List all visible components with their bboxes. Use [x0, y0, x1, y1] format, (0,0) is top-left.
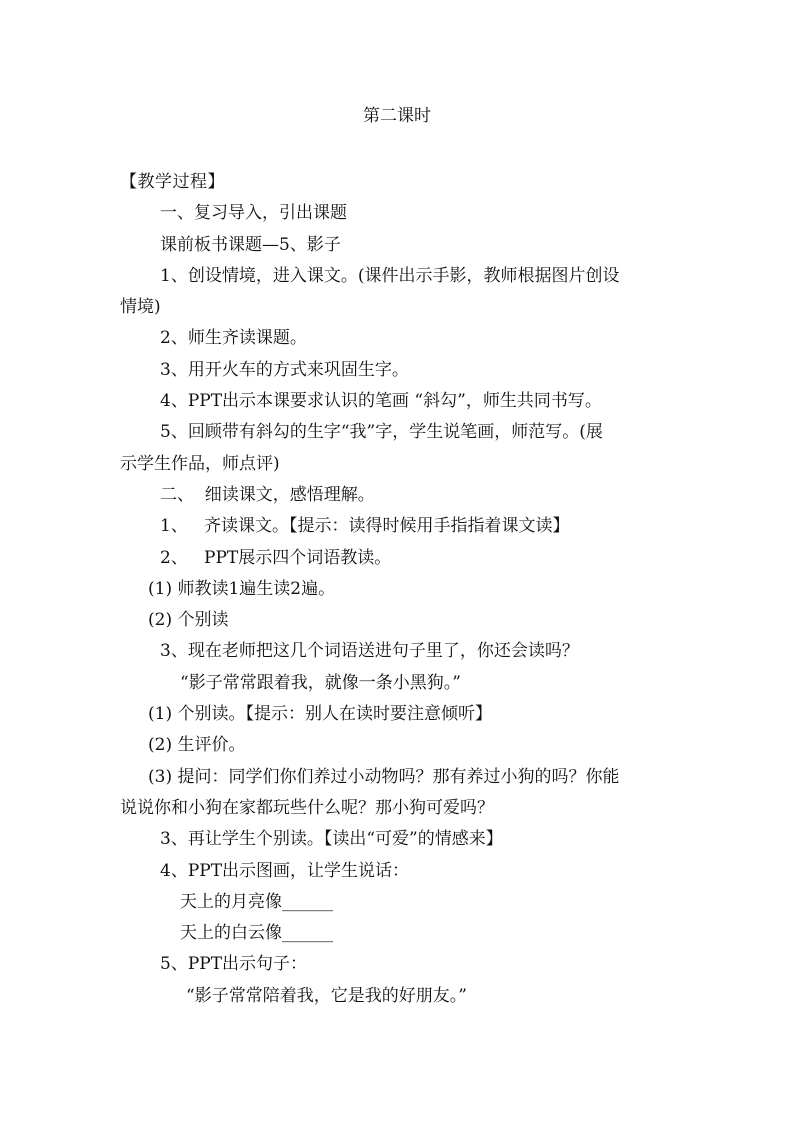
paragraph-line: 3、再让学生个别读。【读出“可爱”的情感来】 — [160, 829, 503, 850]
paragraph-line: 2、师生齐读课题。 — [160, 328, 307, 349]
quote-line: “影子常常陪着我，它是我的好朋友。” — [186, 985, 467, 1006]
paragraph-line: 2、 PPT展示四个词语教读。 — [160, 547, 392, 568]
paragraph-line: 1、创设情境，进入课文。(课件出示手影，教师根据图片创设 — [160, 265, 620, 286]
paragraph-line: 4、PPT出示图画，让学生说话： — [160, 860, 410, 881]
paragraph-line: 5、回顾带有斜勾的生字“我”字，学生说笔画，师范写。(展 — [160, 422, 603, 443]
paragraph-line: 3、现在老师把这几个词语送进句子里了，你还会读吗？ — [160, 641, 579, 662]
paragraph-line: (2) 生评价。 — [148, 735, 246, 756]
paragraph-line: (1) 个别读。【提示：别人在读时要注意倾听】 — [148, 704, 492, 725]
paragraph-line: 3、用开火车的方式来巩固生字。 — [160, 359, 409, 380]
paragraph-line: (2) 个别读 — [148, 610, 229, 631]
fill-in-line: 天上的白云像______ — [180, 923, 333, 944]
paragraph-line: (3) 提问：同学们你们养过小动物吗？那有养过小狗的吗？你能 — [148, 766, 620, 787]
fill-in-line: 天上的月亮像______ — [180, 891, 333, 912]
paragraph-line: 课前板书课题—5、影子 — [160, 234, 341, 255]
lesson-body — [120, 167, 680, 1012]
paragraph-line: 1、 齐读课文。【提示：读得时候用手指指着课文读】 — [160, 516, 570, 537]
section-heading: 【教学过程】 — [120, 172, 225, 192]
paragraph-line: 4、PPT出示本课要求认识的笔画 “斜勾”，师生共同书写。 — [160, 391, 602, 412]
paragraph-line: 情境) — [120, 297, 161, 318]
paragraph-line: 二、 细读课文，感悟理解。 — [160, 484, 375, 505]
paragraph-line: 一、复习导入，引出课题 — [160, 203, 347, 224]
paragraph-line: 说说你和小狗在家都玩些什么呢？那小狗可爱吗？ — [120, 797, 494, 818]
paragraph-line: 5、PPT出示句子： — [160, 954, 308, 975]
paragraph-line: (1) 师教读1遍生读2遍。 — [148, 578, 336, 599]
quote-line: “影子常常跟着我，就像一条小黑狗。” — [180, 672, 461, 693]
page-title: 第二课时 — [363, 106, 431, 126]
paragraph-line: 示学生作品，师点评) — [120, 453, 280, 474]
